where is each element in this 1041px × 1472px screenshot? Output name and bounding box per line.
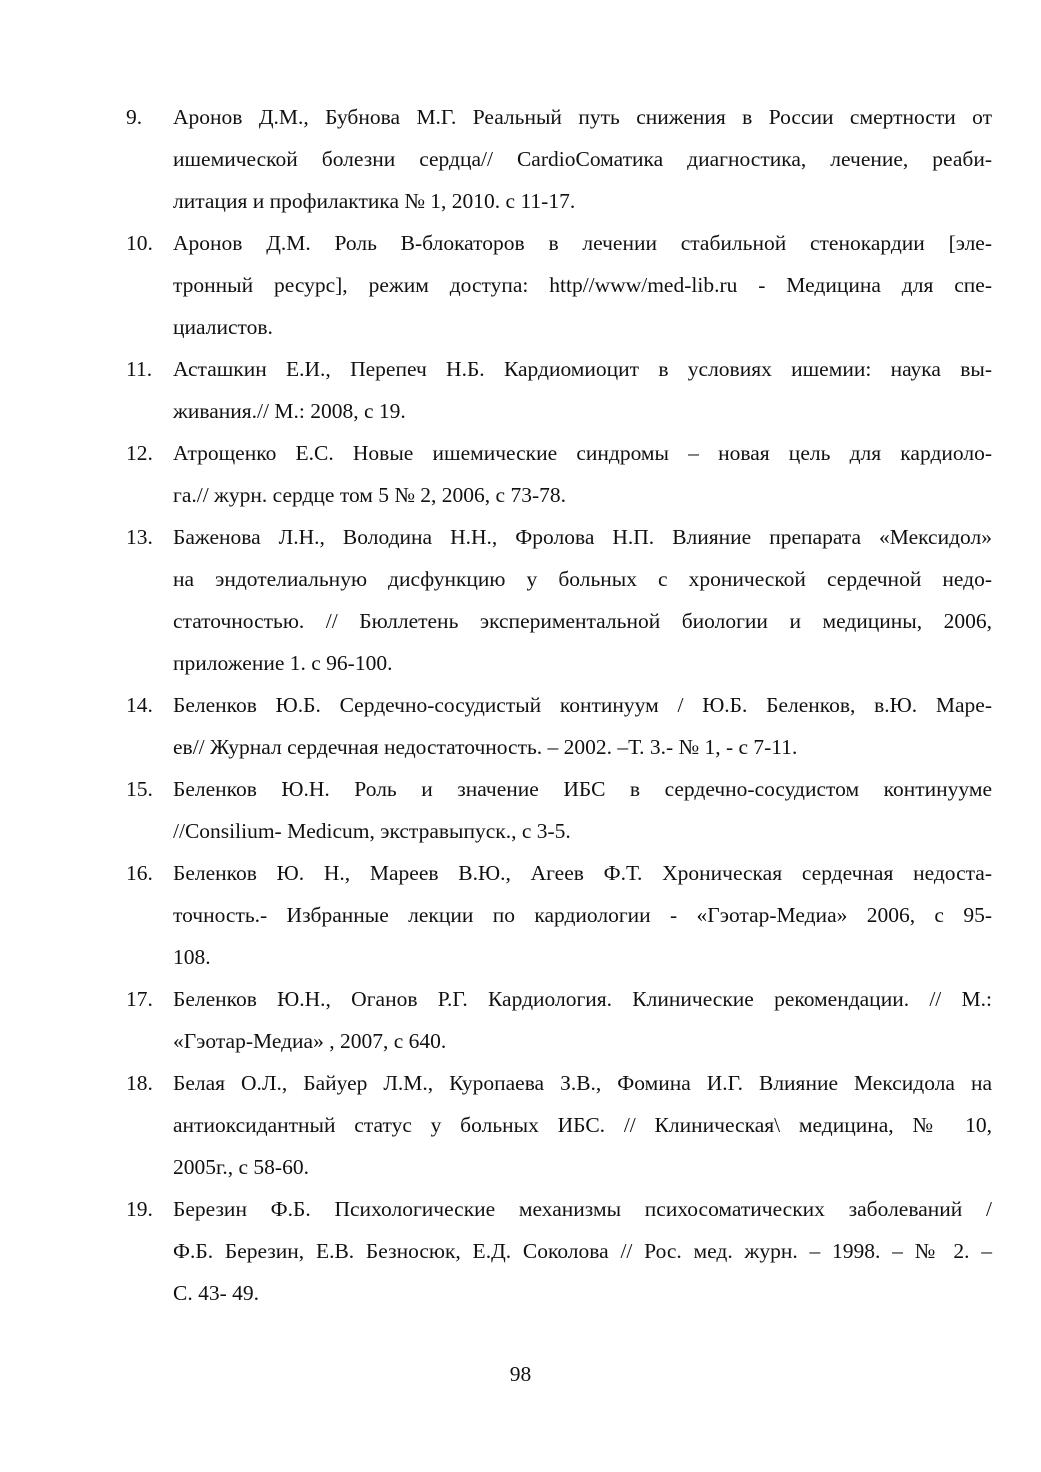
reference-number: 11.	[126, 357, 153, 381]
reference-text	[173, 1188, 992, 1314]
reference-line: Беленков Ю.Н. Роль и значение ИБС в сердечно-сосудистом континууме	[173, 777, 992, 801]
reference-number: 9.	[126, 105, 143, 129]
reference-line: га.// журн. сердце том 5 № 2, 2006, с 73-78.	[173, 483, 566, 507]
reference-line: Беленков Ю.Б. Сердечно-сосудистый континуум / Ю.Б. Беленков, в.Ю. Маре-	[173, 693, 992, 717]
reference-line: Аронов Д.М. Роль В-блокаторов в лечении стабильной стенокардии [эле-	[173, 231, 992, 255]
reference-list	[126, 96, 992, 1314]
reference-line: тронный ресурс], режим доступа: http//www/med-lib.ru - Медицина для спе-	[173, 273, 992, 297]
reference-text	[173, 222, 992, 348]
reference-item	[126, 222, 992, 348]
reference-line: Березин Ф.Б. Психологические механизмы психосоматических заболеваний /	[173, 1197, 992, 1221]
reference-item	[126, 432, 992, 516]
reference-line: ев// Журнал сердечная недостаточность. – 2002. –Т. 3.- № 1, - с 7-11.	[173, 735, 798, 759]
reference-line: Белая О.Л., Байуер Л.М., Куропаева З.В., Фомина И.Г. Влияние Мексидола на	[173, 1071, 992, 1095]
reference-line: //Consilium- Medicum, экстравыпуск., с 3-5.	[173, 819, 571, 843]
reference-line: точность.- Избранные лекции по кардиологии - «Гэотар-Медиа» 2006, с 95-	[173, 903, 992, 927]
reference-line: ишемической болезни сердца// CardioСоматика диагностика, лечение, реаби-	[173, 147, 992, 171]
reference-number: 14.	[126, 693, 153, 717]
reference-text	[173, 768, 992, 852]
reference-item	[126, 852, 992, 978]
reference-number: 18.	[126, 1071, 153, 1095]
reference-number: 13.	[126, 525, 153, 549]
reference-line: Асташкин Е.И., Перепеч Н.Б. Кардиомиоцит в условиях ишемии: наука вы-	[173, 357, 992, 381]
reference-item	[126, 1188, 992, 1314]
reference-line: живания.// М.: 2008, с 19.	[173, 399, 406, 423]
reference-line: Аронов Д.М., Бубнова М.Г. Реальный путь снижения в России смертности от	[173, 105, 992, 129]
reference-text	[173, 684, 992, 768]
reference-number: 10.	[126, 231, 153, 255]
reference-text	[173, 348, 992, 432]
reference-line: 108.	[173, 945, 211, 969]
reference-item	[126, 684, 992, 768]
reference-line: циалистов.	[173, 315, 273, 339]
reference-number: 12.	[126, 441, 153, 465]
reference-line: антиоксидантный статус у больных ИБС. // Клиническая\ медицина, № 10,	[173, 1113, 992, 1137]
reference-number: 15.	[126, 777, 153, 801]
reference-line: Беленков Ю. Н., Мареев В.Ю., Агеев Ф.Т. Хроническая сердечная недоста-	[173, 861, 992, 885]
reference-line: литация и профилактика № 1, 2010. с 11-17.	[173, 189, 576, 213]
reference-number: 17.	[126, 987, 153, 1011]
reference-text	[173, 852, 992, 978]
reference-line: Атрощенко Е.С. Новые ишемические синдромы – новая цель для кардиоло-	[173, 441, 992, 465]
reference-number: 19.	[126, 1197, 153, 1221]
reference-item	[126, 768, 992, 852]
reference-item	[126, 348, 992, 432]
reference-item	[126, 1062, 992, 1188]
reference-line: статочностью. // Бюллетень экспериментальной биологии и медицины, 2006,	[173, 609, 992, 633]
reference-line: приложение 1. с 96-100.	[173, 651, 393, 675]
reference-text	[173, 1062, 992, 1188]
reference-line: Беленков Ю.Н., Оганов Р.Г. Кардиология. Клинические рекомендации. // М.:	[173, 987, 992, 1011]
reference-text	[173, 96, 992, 222]
reference-line: 2005г., с 58-60.	[173, 1155, 309, 1179]
reference-text	[173, 432, 992, 516]
reference-item	[126, 96, 992, 222]
reference-number: 16.	[126, 861, 153, 885]
reference-item	[126, 978, 992, 1062]
page-number: 98	[509, 1362, 532, 1386]
reference-text	[173, 516, 992, 684]
reference-line: «Гэотар-Медиа» , 2007, с 640.	[173, 1029, 447, 1053]
reference-item	[126, 516, 992, 684]
reference-line: на эндотелиальную дисфункцию у больных с хронической сердечной недо-	[173, 567, 992, 591]
reference-line: Баженова Л.Н., Володина Н.Н., Фролова Н.П. Влияние препарата «Мексидол»	[173, 525, 992, 549]
reference-line: Ф.Б. Березин, Е.В. Безносюк, Е.Д. Соколова // Рос. мед. журн. – 1998. – № 2. –	[173, 1239, 992, 1263]
reference-line: С. 43- 49.	[173, 1281, 259, 1305]
reference-text	[173, 978, 992, 1062]
